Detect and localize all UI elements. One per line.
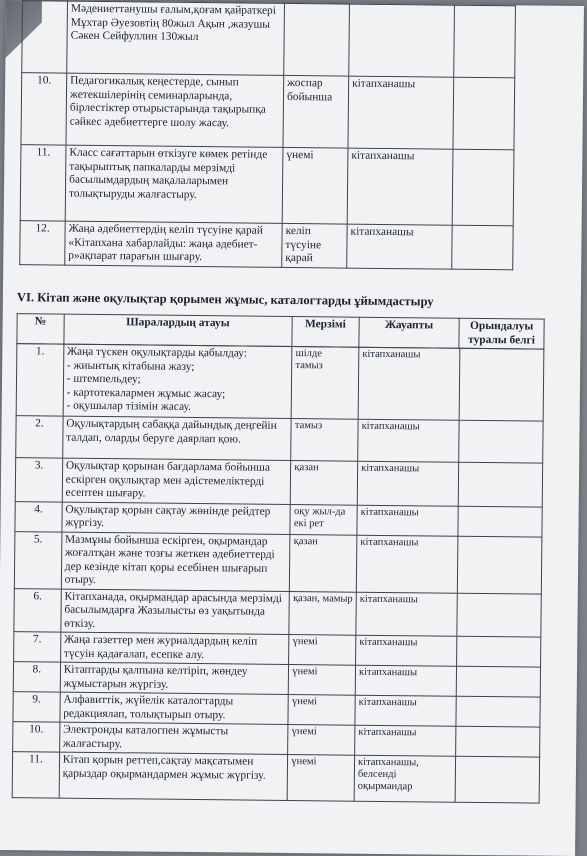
activity-note bbox=[457, 593, 542, 637]
activity-responsible: кітапханашы bbox=[356, 592, 457, 637]
row-number: 12. bbox=[20, 221, 65, 265]
activity-name: Кітапханада, оқырмандар арасында мерзімді басылымдарға Жазылысты өз уақытында өткізу. bbox=[61, 589, 290, 635]
activity-name: Жаңа әдебиеттердің келіп түсуіне қарай «Кітапхана хабарлайды: жаңа әдебиет-р»ақпарат парағын шығару. bbox=[65, 221, 282, 267]
activity-responsible: кітапханашы bbox=[358, 347, 459, 420]
activity-note bbox=[458, 462, 543, 506]
row-number: 11. bbox=[20, 145, 66, 221]
activity-responsible: кітапханашы bbox=[355, 725, 456, 756]
activity-responsible: кітапханашы, белсенді оқырмандар bbox=[354, 755, 455, 802]
activity-name: Кітаптарды қалпына келтіріп, жөндеу жұмыстарын жүргізу. bbox=[60, 662, 289, 694]
header-name: Шаралардың атауы bbox=[64, 314, 293, 346]
row-number: 4. bbox=[15, 501, 62, 531]
table-row bbox=[21, 73, 515, 150]
activity-date: қазан bbox=[291, 461, 358, 505]
activity-responsible: кітапханашы bbox=[347, 148, 453, 225]
activity-responsible: кітапханашы bbox=[357, 461, 458, 506]
activity-note bbox=[452, 225, 513, 270]
activity-name: Мәдениеттанушы ғалым,қоғам қайраткері Мұхтар Әуезовтің 80жыл Ақын ,жазушы Сәкен Сейфуллин 130жыл bbox=[67, 1, 285, 75]
activity-note bbox=[456, 636, 541, 667]
activity-note bbox=[454, 5, 516, 78]
activity-responsible: кітапханашы bbox=[358, 419, 459, 462]
table-row bbox=[14, 588, 541, 637]
table-row bbox=[16, 416, 543, 464]
table-row bbox=[22, 1, 516, 78]
activity-date bbox=[284, 3, 350, 76]
row-number: 6. bbox=[14, 588, 61, 632]
row-number: 3. bbox=[15, 458, 62, 502]
header-note: Орындалуы туралы белгі bbox=[459, 318, 544, 349]
activity-date: келіп түсуіне қарай bbox=[282, 223, 347, 268]
activity-date: тамыз bbox=[291, 419, 358, 462]
header-responsible: Жауапты bbox=[359, 317, 460, 348]
row-number: 10. bbox=[13, 722, 60, 752]
activity-note bbox=[457, 536, 542, 594]
activity-note bbox=[456, 696, 541, 727]
activity-responsible: кітапханашы bbox=[356, 635, 457, 666]
row-number: 5. bbox=[14, 531, 61, 588]
activity-name: Класс сағаттарын өткізуге көмек ретінде тақырыптық папкаларды мерзімді басылымдардың мақалаларымен толықтыруды жалғастыру. bbox=[65, 145, 283, 223]
activity-name: Электронды каталогпен жұмысты жалғастыру. bbox=[59, 722, 288, 754]
activity-date: үнемі bbox=[288, 724, 355, 755]
activity-responsible: кітапханашы bbox=[347, 224, 452, 269]
section-heading: VI. Кітап және оқулықтар қорымен жұмыс, каталогтарды ұйымдастыру bbox=[16, 290, 434, 309]
row-number: 11. bbox=[12, 752, 59, 798]
activity-note bbox=[456, 666, 541, 697]
activity-note bbox=[458, 506, 543, 537]
table-row bbox=[16, 344, 544, 422]
row-number: 2. bbox=[16, 416, 63, 458]
activity-name: Оқулықтардың сабаққа дайындық деңгейін талдап, оларды беруге даярлап қою. bbox=[62, 416, 291, 460]
activity-name: Алфавиттік, жүйелік каталогтарды редакциялап, толықтырып отыру. bbox=[60, 692, 289, 724]
table-row bbox=[20, 221, 513, 270]
activity-note bbox=[455, 726, 540, 757]
table-row bbox=[20, 145, 514, 226]
activity-name: Оқулықтар қорынан бағдарлама бойынша ескірген оқулықтар мен әдістемеліктерді есептен шығару. bbox=[62, 458, 291, 504]
activity-note bbox=[459, 348, 544, 421]
row-number: 7. bbox=[14, 632, 61, 662]
activity-date: жоспар бойынша bbox=[283, 75, 349, 148]
activity-name: Оқулықтар қорын сақтау жөнінде рейдтер жүргізу. bbox=[62, 502, 291, 534]
activity-date: үнемі bbox=[282, 147, 348, 224]
activity-name: Мазмұны бойынша ескірген, оқырмандар жоғалтқан және тозғы жеткен әдебиеттерді дер кезінде кітап қоры есебінен шығарып отыру. bbox=[61, 532, 290, 591]
activity-name: Педагогикалық кеңестерде, сынып жетекшілерінің семинарларында, бірлестіктер отырыстарында тақырыпқа сәйкес әдебиеттерге шолу жасау. bbox=[66, 73, 284, 147]
activity-date: үнемі bbox=[288, 694, 355, 725]
activity-name: Жаңа газеттер мен журналдардың келіп түсуін қадағалап, есепке алу. bbox=[60, 632, 289, 664]
activity-responsible: кітапханашы bbox=[348, 76, 454, 149]
activity-note bbox=[452, 149, 514, 226]
activity-date: қазан, мамыр bbox=[289, 591, 356, 635]
activity-responsible: кітапханашы bbox=[356, 535, 457, 593]
activity-note bbox=[455, 756, 540, 803]
activity-responsible: кітапханашы bbox=[355, 665, 456, 696]
header-number: № bbox=[17, 314, 64, 344]
activity-responsible: кітапханашы bbox=[357, 505, 458, 536]
library-fund-table-body bbox=[12, 343, 545, 804]
row-number: 9. bbox=[13, 692, 60, 722]
row-number bbox=[22, 1, 68, 73]
header-date: Мерзімі bbox=[292, 317, 359, 348]
row-number: 10. bbox=[21, 73, 67, 145]
activity-responsible bbox=[349, 4, 455, 77]
row-number: 8. bbox=[13, 662, 60, 692]
activity-date: үнемі bbox=[287, 754, 354, 801]
activity-note bbox=[458, 420, 543, 463]
top-plan-table bbox=[19, 0, 516, 270]
activity-date: үнемі bbox=[289, 635, 356, 666]
table-row bbox=[12, 752, 539, 804]
row-number: 1. bbox=[16, 344, 63, 416]
table-row bbox=[15, 458, 542, 507]
activity-note bbox=[453, 77, 515, 150]
activity-name: Жаңа түскен оқулықтарды қабылдау: - жиынтық кітабына жазу; - штемпельдеу; - картотекалармен жұмыс жасау; - оқушылар тізімін жасау. bbox=[63, 344, 292, 418]
activity-name: Кітап қорын реттеп,сақтау мақсатымен қарыздар оқырмандармен жұмыс жүргізу. bbox=[59, 752, 288, 800]
activity-date: үнемі bbox=[289, 664, 356, 695]
table-row bbox=[14, 531, 542, 594]
activity-responsible: кітапханашы bbox=[355, 695, 456, 726]
activity-date: оқу жыл-да екі рет bbox=[290, 504, 357, 535]
activity-date: шілде тамыз bbox=[291, 347, 358, 420]
activity-date: қазан bbox=[290, 534, 357, 592]
